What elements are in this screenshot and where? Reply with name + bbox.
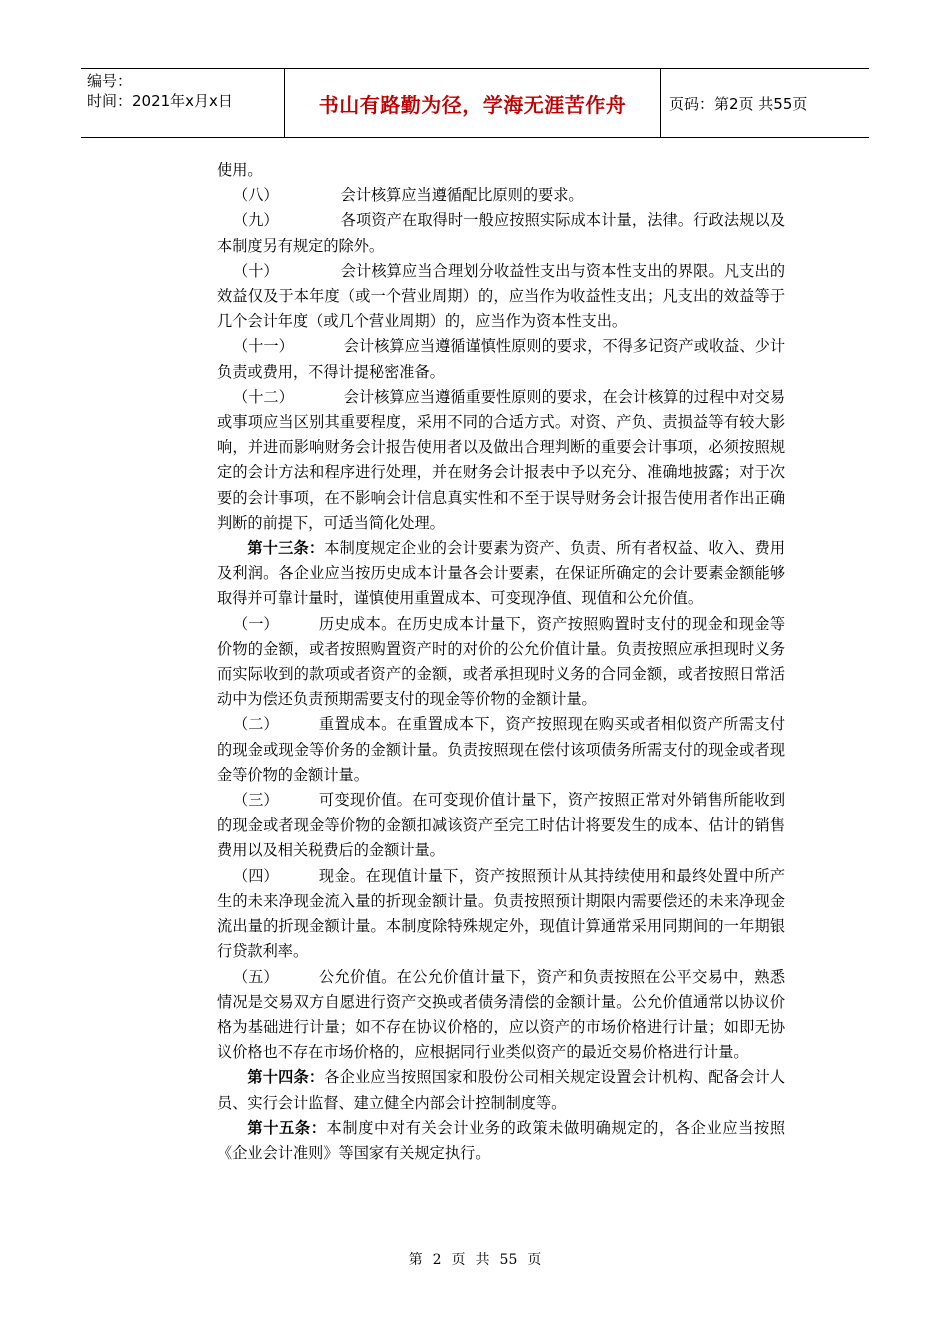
clause-number: （五） — [233, 967, 279, 986]
clause-text: 会计核算应当遵循重要性原则的要求，在会计核算的过程中对交易或事项应当区别其重要程度，采用不同的合适方式。对资、产负、责损益等有较大影响，并进而影响财务会计报告使用者以及做出合理判断的重要会计事项，必须按照规定的会计方法和程序进行处理，并在财务会计报表中予以充分、准确地披露；对于次要的会计事项，在不影响会计信息真实性和不至于误导财务会计报告使用者作出正确判断的前提下，可适当简化处理。 — [217, 387, 785, 532]
header-motto: 书山有路勤为径，学海无涯苦作舟 — [285, 69, 661, 137]
paragraph: 使用。 — [217, 161, 263, 179]
footer-label: 共 — [475, 1252, 490, 1268]
clause-text: 历史成本。在历史成本计量下，资产按照购置时支付的现金和现金等价物的金额，或者按照购置资产时的对价的公允价值计量。负责按照应承担现时义务而实际收到的款项或者资产的金额，或者承担现时义务的合同金额，或者按照日常活动中为偿还负责预期需要支付的现金等价物的金额计量。 — [217, 614, 785, 709]
article-text: 各企业应当按照国家和股份公司相关规定设置会计机构、配备会计人员、实行会计监督、建立健全内部会计控制制度等。 — [217, 1068, 786, 1112]
clause-number: （八） — [233, 186, 279, 205]
clause-number: （一） — [233, 614, 279, 633]
page-footer — [0, 1249, 950, 1269]
header-meta — [81, 69, 285, 137]
subclause-1 — [217, 612, 785, 713]
article-14 — [217, 1065, 785, 1115]
article-text: 本制度规定企业的会计要素为资产、负责、所有者权益、收入、费用及利润。各企业应当按历史成本计量各会计要素，在保证所确定的会计要素金额能够取得并可靠计量时，谨慎使用重置成本、可变现净值、现值和公允价值。 — [217, 539, 786, 608]
footer-label: 页 — [527, 1252, 542, 1268]
document-body — [217, 158, 785, 1166]
subclause-4 — [217, 864, 785, 965]
clause-text: 重置成本。在重置成本下，资产按照现在购买或者相似资产所需支付的现金或现金等价务的金额计量。负责按照现在偿付该项债务所需支付的现金或者现金等价物的金额计量。 — [217, 715, 785, 784]
time-label: 时间：2021年x月x日 — [87, 92, 233, 110]
clause-text: 可变现价值。在可变现价值计量下，资产按照正常对外销售所能收到的现金或者现金等价物的金额扣减该资产至完工时估计将要发生的成本、估计的销售费用以及相关税费后的金额计量。 — [217, 791, 785, 860]
clause-text: 会计核算应当遵循谨慎性原则的要求，不得多记资产或收益、少计负责或费用，不得计提秘密准备。 — [217, 337, 785, 381]
page-header — [81, 68, 869, 138]
article-title: 第十四条： — [247, 1068, 325, 1087]
clause-number: （三） — [233, 791, 279, 810]
clause-number: （四） — [233, 866, 279, 885]
article-text: 本制度中对有关会计业务的政策未做明确规定的，各企业应当按照《企业会计准则》等国家有关规定执行。 — [217, 1118, 786, 1162]
header-page-info: 页码：第2页 共55页 — [669, 94, 808, 113]
clause-text: 会计核算应当合理划分收益性支出与资本性支出的界限。凡支出的效益仅及于本年度（或一个营业周期）的，应当作为收益性支出；凡支出的效益等于几个会计年度（或几个营业周期）的，应当作为资本性支出。 — [217, 261, 785, 331]
clause-text: 各项资产在取得时一般应按照实际成本计量，法律。行政法规以及本制度另有规定的除外。 — [217, 211, 785, 255]
clause-12 — [217, 385, 785, 536]
footer-label: 页 — [451, 1252, 466, 1268]
clause-text: 公允价值。在公允价值计量下，资产和负责按照在公平交易中，熟悉情况是交易双方自愿进行资产交换或者债务清偿的金额计量。公允价值通常以协议价格为基础进行计量；如不存在协议价格的，应以资产的市场价格进行计量；如即无协议价格也不存在市场价格的，应根据同行业类似资产的最近交易价格进行计量。 — [217, 967, 785, 1062]
subclause-5 — [217, 965, 785, 1066]
clause-9 — [217, 208, 785, 258]
clause-8 — [217, 183, 785, 208]
article-13 — [217, 536, 785, 612]
article-title: 第十五条： — [247, 1118, 327, 1137]
footer-current-page: 2 — [432, 1252, 442, 1268]
code-label: 编号： — [87, 72, 133, 90]
clause-number: （二） — [233, 715, 279, 734]
subclause-2 — [217, 712, 785, 788]
clause-10 — [217, 259, 785, 335]
clause-number: （十二） — [233, 387, 294, 406]
article-15 — [217, 1116, 785, 1166]
subclause-3 — [217, 788, 785, 864]
clause-number: （十一） — [233, 337, 294, 356]
footer-total-pages: 55 — [499, 1252, 518, 1268]
clause-text: 会计核算应当遵循配比原则的要求。 — [340, 186, 584, 205]
clause-number: （九） — [233, 211, 279, 230]
clause-11 — [217, 334, 785, 384]
clause-number: （十） — [233, 261, 279, 280]
clause-text: 现金。在现值计量下，资产按照预计从其持续使用和最终处置中所产生的未来净现金流入量的折现金额计量。负责按照预计期限内需要偿还的未来净现金流出量的折现金额计量。本制度除特殊规定外，现值计算通常采用同期间的一年期银行贷款利率。 — [217, 866, 785, 961]
footer-label: 第 — [408, 1252, 423, 1268]
article-title: 第十三条： — [247, 539, 325, 558]
